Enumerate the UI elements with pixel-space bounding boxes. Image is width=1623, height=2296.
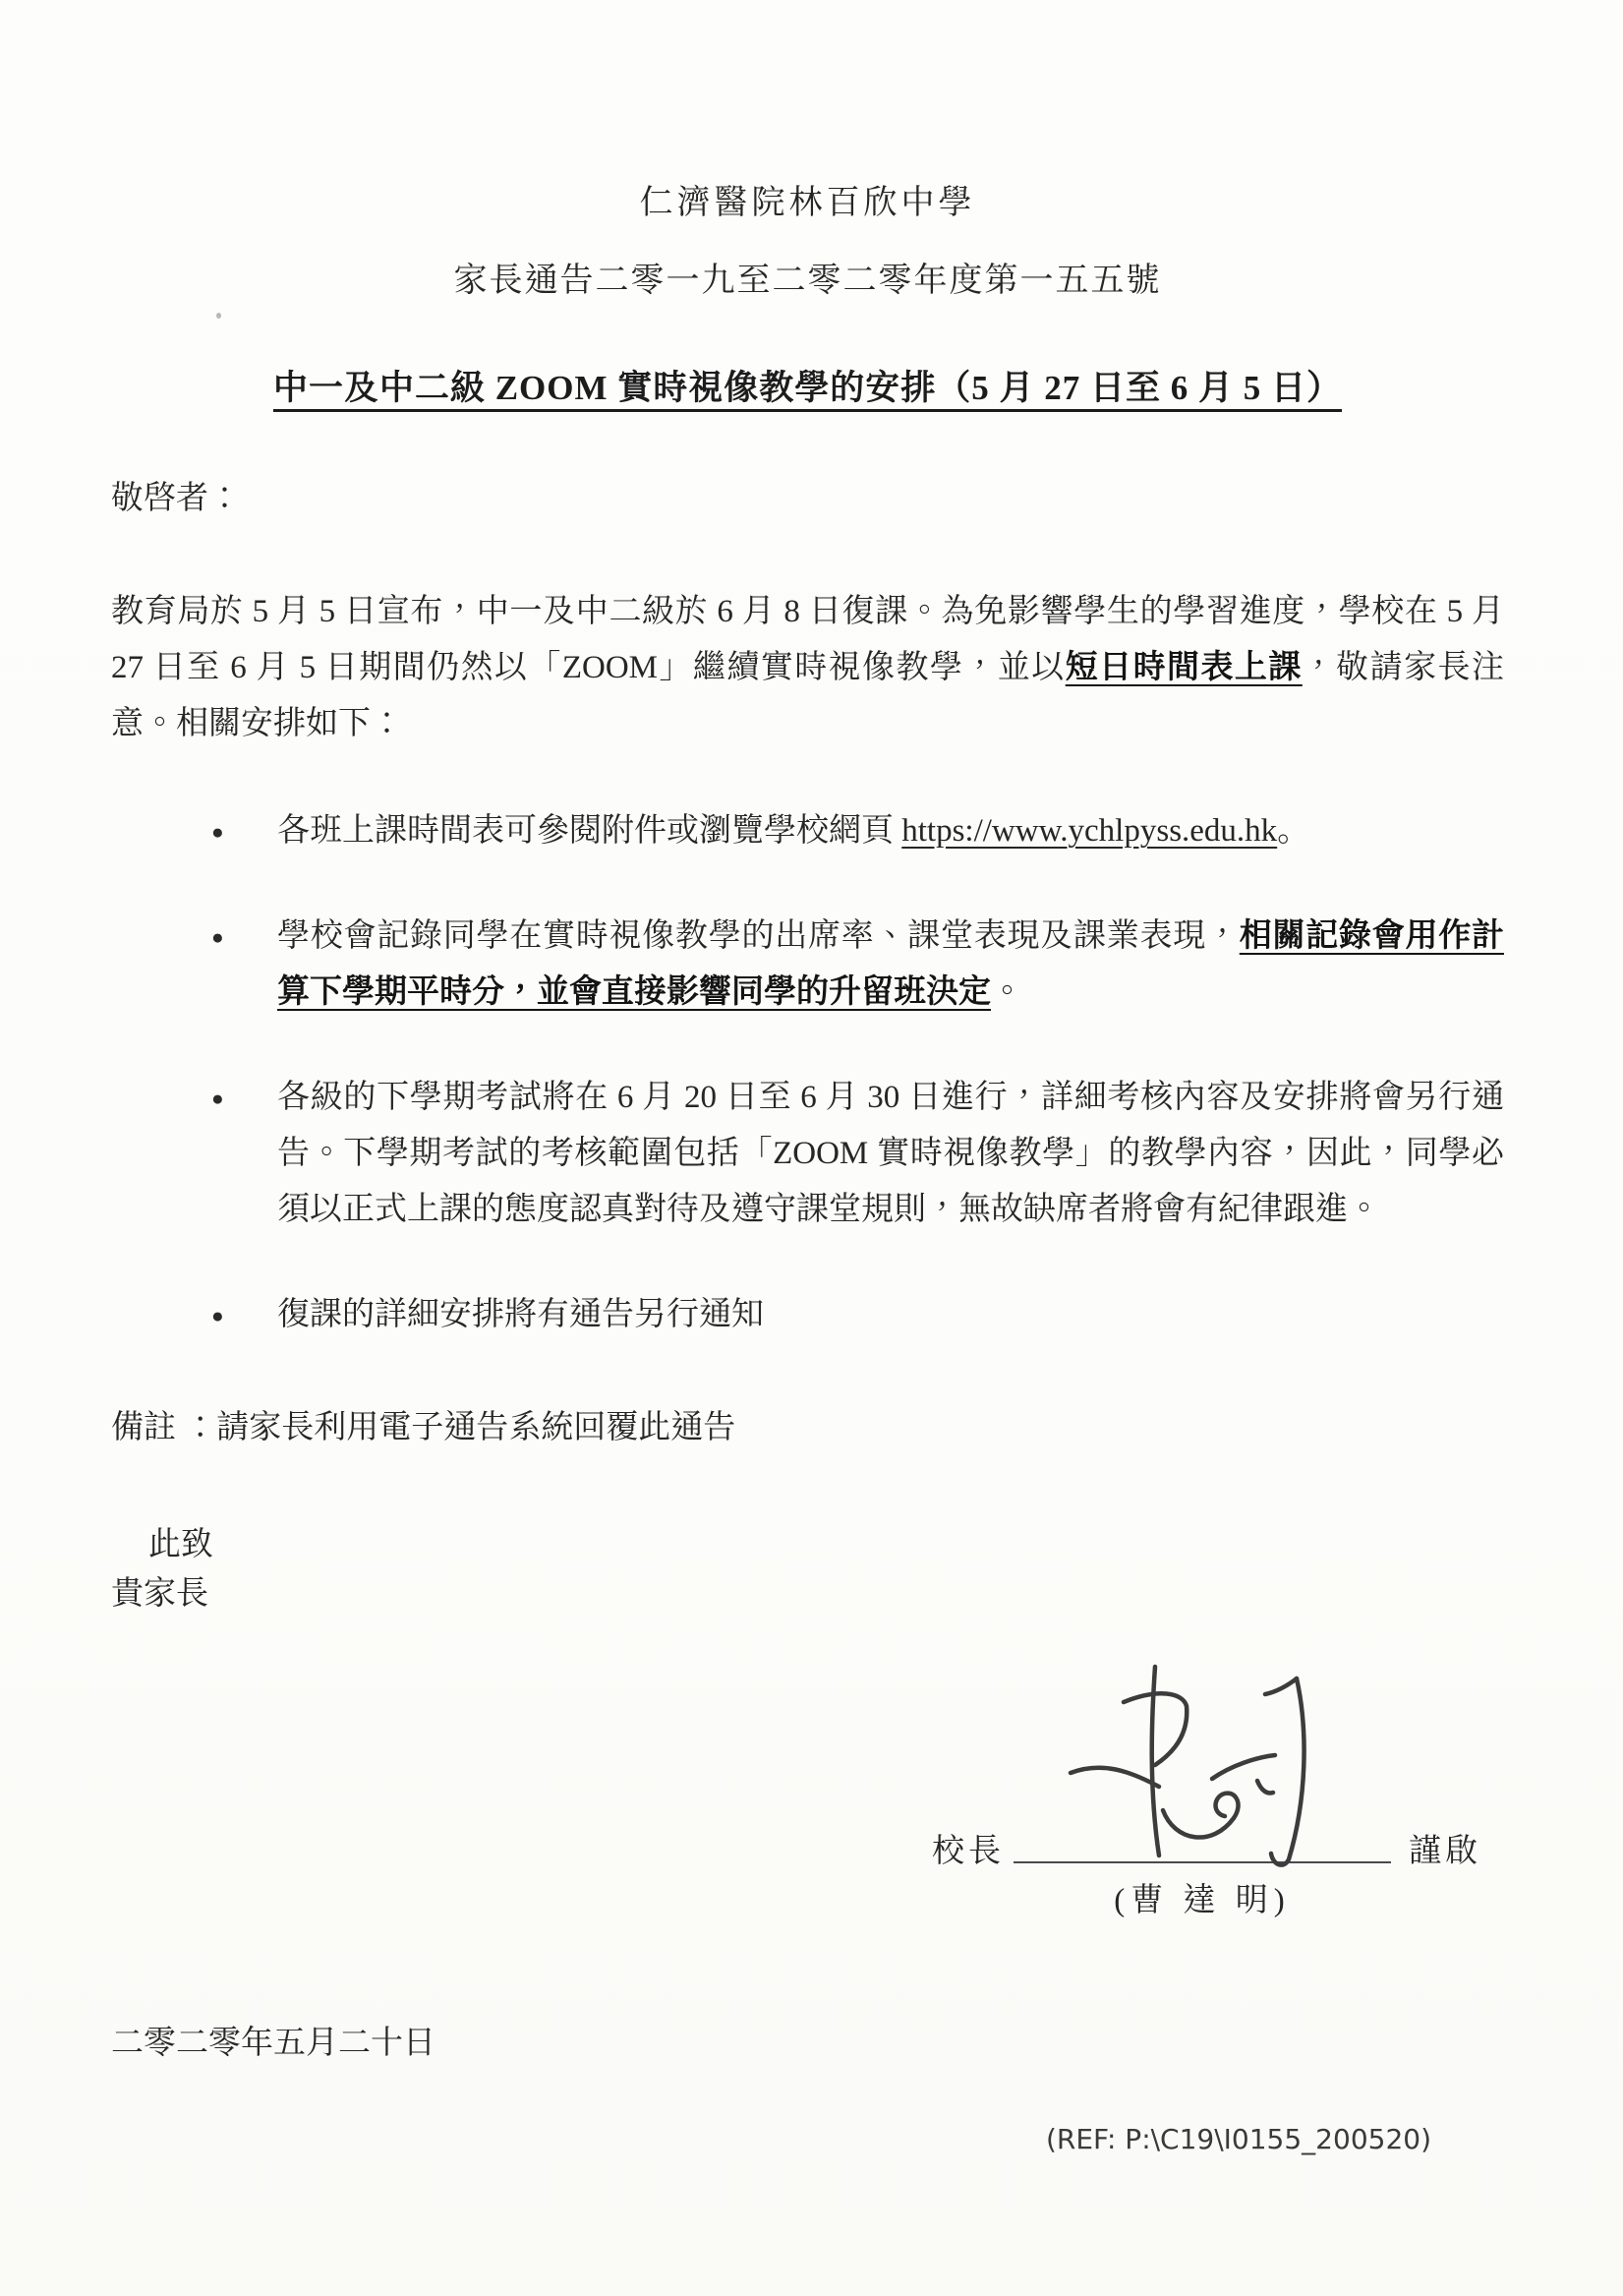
bullet-icon: ● bbox=[211, 1304, 224, 1327]
bullet-3-text: 各級的下學期考試將在 6 月 20 日至 6 月 30 日進行，詳細考核內容及安排將會另行通告。下學期考試的考核範圍包括「ZOOM 實時視像教學」的教學內容，因此，同學必須以正式上課的態度認真對待及遵守課堂規則，無故缺席者將會有紀律跟進。 bbox=[277, 1080, 1504, 1227]
principal-signature bbox=[1065, 1663, 1350, 1874]
bullet-4-text: 復課的詳細安排將有通告另行通知 bbox=[277, 1297, 764, 1332]
intro-text: 教育局於 5 月 5 日宣布，中一及中二級於 6 月 8 日復課。為免影響學生的學習進度，學校在 5 月 27 日至 6 月 5 日期間仍然以「ZOOM」繼續實時視像教學，並以 bbox=[111, 594, 1504, 685]
signature-line bbox=[1014, 1655, 1391, 1863]
scan-artifact bbox=[216, 313, 221, 319]
signature-block bbox=[111, 1655, 1504, 1955]
bullet-2-text: 學校會記錄同學在實時視像教學的出席率、課堂表現及課業表現， bbox=[277, 918, 1240, 954]
bullet-icon: ● bbox=[211, 820, 224, 844]
list-item-timetable bbox=[111, 803, 1504, 859]
list-item-exam bbox=[111, 1070, 1504, 1238]
remark-line: 備註 ：請家長利用電子通告系統回覆此通告 bbox=[111, 1410, 736, 1445]
school-name: 仁濟醫院林百欣中學 bbox=[639, 185, 976, 221]
salutation: 敬啓者： bbox=[111, 481, 241, 516]
intro-emphasis: 短日時間表上課 bbox=[1065, 650, 1303, 685]
bullet-1-period: 。 bbox=[1277, 813, 1310, 849]
notice-number: 家長通告二零一九至二零二零年度第一五五號 bbox=[453, 263, 1162, 299]
page-title: 中一及中二級 ZOOM 實時視像教學的安排（5 月 27 日至 6 月 5 日） bbox=[272, 369, 1343, 407]
closing-recipient: 貴家長 bbox=[111, 1576, 208, 1612]
principal-role-label: 校長 bbox=[932, 1834, 1005, 1869]
bullet-icon: ● bbox=[211, 925, 224, 949]
bullet-1-text: 各班上課時間表可參閱附件或瀏覽學校網頁 bbox=[277, 813, 902, 849]
school-website-url: https://www.ychlpyss.edu.hk bbox=[901, 813, 1278, 849]
principal-name: (曹 達 明) bbox=[1114, 1883, 1291, 1918]
bullet-2-emphasis: 相關記錄會用作計算下學期平時分，並會直接影響同學的升留班決定 bbox=[277, 918, 1504, 1010]
bullet-icon: ● bbox=[211, 1087, 224, 1110]
intro-paragraph bbox=[111, 584, 1504, 752]
arrangement-list bbox=[111, 803, 1504, 1343]
bullet-2-period: 。 bbox=[991, 974, 1023, 1010]
signoff-label: 謹啟 bbox=[1409, 1834, 1481, 1869]
intro-text-tail: ，敬請家長注意。相關安排如下： bbox=[111, 650, 1504, 741]
notice-date: 二零二零年五月二十日 bbox=[111, 2026, 435, 2061]
closing-to: 此致 bbox=[148, 1527, 213, 1562]
list-item-resumption bbox=[111, 1287, 1504, 1343]
list-item-attendance bbox=[111, 909, 1504, 1021]
reference-code: (REF: P:\C19\I0155_200520) bbox=[1045, 2123, 1431, 2155]
